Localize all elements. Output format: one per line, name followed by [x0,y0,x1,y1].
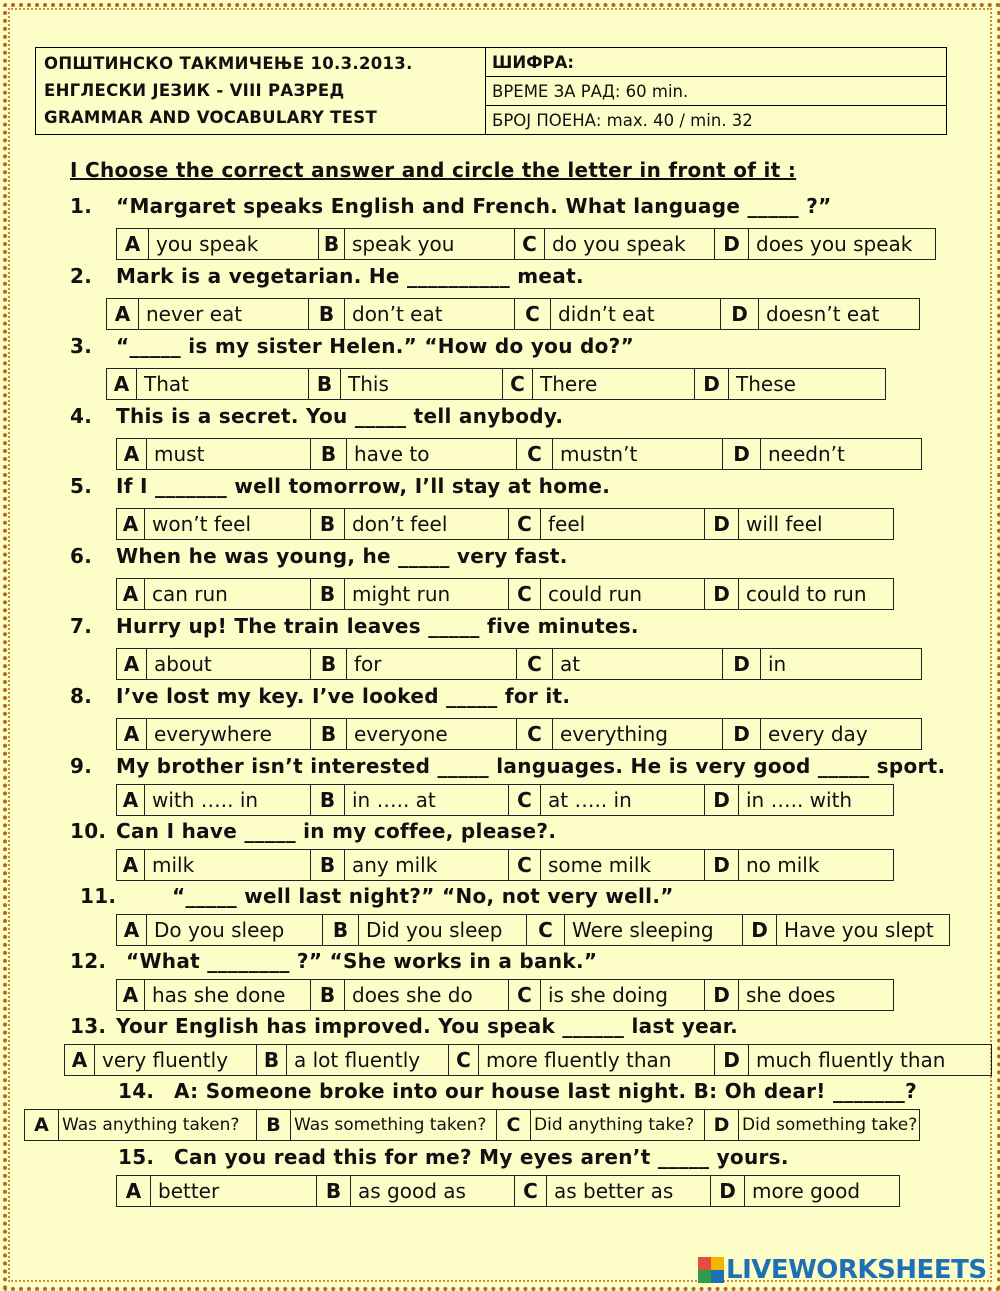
header-left [36,48,486,134]
option-letter[interactable]: A [117,915,147,945]
option-letter[interactable]: A [117,229,149,259]
option-text: never eat [139,299,309,329]
option-text: every day [768,722,868,746]
option-text: Was something taken? [291,1110,497,1140]
option-b[interactable] [311,785,509,815]
option-c[interactable] [515,229,715,259]
option-letter[interactable]: D [705,980,739,1010]
option-text: does you speak [756,232,913,256]
option-d[interactable] [723,719,921,749]
answer-options-13 [64,1044,992,1076]
option-d[interactable] [715,229,935,259]
option-text: feel [541,509,705,539]
option-text: much fluently than [756,1048,946,1072]
option-text: more good [752,1179,861,1203]
option-text: about [147,649,311,679]
option-letter[interactable]: A [117,649,147,679]
option-letter[interactable]: C [515,299,551,329]
answer-options-12 [116,979,894,1011]
option-a[interactable] [25,1110,257,1140]
option-text: Did anything take? [531,1110,705,1140]
option-d[interactable] [705,509,893,539]
option-b[interactable] [311,439,517,469]
answer-options-11 [116,914,950,946]
option-text: at ….. in [541,785,705,815]
points-info: БРОЈ ПОЕНА: max. 40 / min. 32 [492,110,753,130]
option-letter[interactable]: D [723,439,761,469]
question-text: Hurry up! The train leaves _____ five minutes. [116,614,639,638]
option-c[interactable] [449,1045,715,1075]
option-letter[interactable]: C [497,1110,531,1140]
option-d[interactable] [723,649,921,679]
option-c[interactable] [509,980,705,1010]
option-letter[interactable]: D [695,369,729,399]
option-letter[interactable]: D [705,1110,739,1140]
question-number: 5. [70,474,93,498]
option-c[interactable] [517,719,723,749]
option-d[interactable] [715,1045,991,1075]
question-text: “_____ well last night?” “No, not very well.” [172,884,674,908]
option-d[interactable] [695,369,885,399]
question-number: 6. [70,544,93,568]
option-text: you speak [149,229,319,259]
option-text: is she doing [541,980,705,1010]
answer-options-10 [116,849,894,881]
liveworksheets-logo [698,1255,987,1285]
option-text: a lot fluently [287,1045,449,1075]
option-text: in ….. with [746,788,853,812]
question-text: Can you read this for me? My eyes aren’t _____ yours. [174,1145,789,1169]
option-text: no milk [746,853,820,877]
option-b[interactable] [311,980,509,1010]
option-letter[interactable]: C [509,509,541,539]
option-text: Did something take? [742,1115,918,1135]
option-letter[interactable]: A [117,719,147,749]
option-letter[interactable]: C [515,229,545,259]
option-text: she does [746,983,836,1007]
liveworksheets-logo-icon [698,1257,724,1283]
option-text: could to run [746,582,867,606]
answer-options-2 [106,298,920,330]
question-14 [118,1079,917,1103]
question-number: 3. [70,334,93,358]
option-d[interactable] [743,915,949,945]
option-letter[interactable]: A [117,850,145,880]
answer-options-5 [116,508,894,540]
question-number: 13. [70,1014,107,1038]
option-text: needn’t [768,442,845,466]
option-text: This [341,369,503,399]
option-text: in ….. at [345,785,509,815]
answer-options-7 [116,648,922,680]
question-text: Your English has improved. You speak ______ last year. [116,1014,738,1038]
option-text: does she do [345,980,509,1010]
question-number: 1. [70,194,93,218]
option-c[interactable] [515,299,721,329]
option-letter[interactable]: B [311,439,347,469]
option-d[interactable] [705,980,893,1010]
option-letter[interactable]: B [257,1045,287,1075]
option-a[interactable] [117,915,323,945]
option-text: everyone [347,719,517,749]
answer-options-9 [116,784,894,816]
option-letter[interactable]: A [117,579,145,609]
answer-options-4 [116,438,922,470]
option-text: won’t feel [145,509,311,539]
question-10 [70,819,556,843]
option-letter[interactable]: C [449,1045,479,1075]
answer-options-8 [116,718,922,750]
question-number: 7. [70,614,93,638]
option-letter[interactable]: A [25,1110,59,1140]
option-a[interactable] [117,719,311,749]
question-13 [70,1014,738,1038]
option-letter[interactable]: C [509,850,541,880]
test-name: GRAMMAR AND VOCABULARY TEST [44,108,377,127]
option-c[interactable] [509,579,705,609]
answer-options-1 [116,228,936,260]
option-c[interactable] [509,850,705,880]
option-b[interactable] [311,719,517,749]
option-d[interactable] [705,1110,919,1140]
option-text: might run [345,579,509,609]
option-b[interactable] [309,299,515,329]
question-number: 10. [70,819,107,843]
option-text: must [147,439,311,469]
option-c[interactable] [527,915,743,945]
option-letter[interactable]: A [117,1176,151,1206]
option-letter[interactable]: B [257,1110,291,1140]
question-text: This is a secret. You _____ tell anybody. [116,404,564,428]
option-text: as better as [547,1176,711,1206]
option-text: any milk [345,850,509,880]
option-letter[interactable]: D [711,1176,745,1206]
question-text: “Margaret speaks English and French. What language _____ ?” [116,194,832,218]
option-b[interactable] [257,1045,449,1075]
option-letter[interactable]: C [509,579,541,609]
option-text: milk [145,850,311,880]
question-text: My brother isn’t interested _____ languages. He is very good _____ sport. [116,754,946,778]
option-letter[interactable]: C [517,439,553,469]
option-text: at [553,649,723,679]
option-a[interactable] [117,649,311,679]
option-b[interactable] [257,1110,497,1140]
option-letter[interactable]: B [311,785,345,815]
option-letter[interactable]: B [309,299,345,329]
question-number: 12. [70,949,107,973]
option-a[interactable] [107,369,309,399]
option-text: There [533,369,695,399]
option-text: Do you sleep [147,915,323,945]
option-c[interactable] [517,649,723,679]
option-letter[interactable]: D [723,649,761,679]
option-text: mustn’t [553,439,723,469]
option-letter[interactable]: C [517,719,553,749]
competition-title: ОПШТИНСКО ТАКМИЧЕЊЕ 10.3.2013. [44,54,413,73]
option-text: speak you [345,229,515,259]
option-letter[interactable]: A [65,1045,95,1075]
option-text: as good as [351,1176,515,1206]
option-text: in [768,652,787,676]
option-text: everywhere [147,719,311,749]
answer-options-15 [116,1175,900,1207]
option-letter[interactable]: D [705,509,739,539]
question-text: Can I have _____ in my coffee, please?. [116,819,557,843]
option-text: Did you sleep [359,915,527,945]
header-right [486,48,946,134]
question-number: 4. [70,404,93,428]
option-d[interactable] [721,299,919,329]
question-7 [70,614,639,638]
answer-options-14 [24,1109,920,1141]
question-number: 15. [118,1145,155,1169]
option-letter[interactable]: C [527,915,565,945]
question-5 [70,474,610,498]
option-letter[interactable]: C [515,1176,547,1206]
option-text: didn’t eat [551,299,721,329]
question-text: I’ve lost my key. I’ve looked _____ for it. [116,684,571,708]
option-letter[interactable]: A [117,980,145,1010]
question-text: A: Someone broke into our house last night. B: Oh dear! _______? [174,1079,917,1103]
question-6 [70,544,568,568]
question-text: When he was young, he _____ very fast. [116,544,568,568]
option-b[interactable] [317,1176,515,1206]
option-c[interactable] [497,1110,705,1140]
option-c[interactable] [503,369,695,399]
option-letter[interactable]: B [311,509,345,539]
option-letter[interactable]: D [715,1045,749,1075]
option-letter[interactable]: D [743,915,777,945]
question-text: “What ________ ?” “She works in a bank.” [126,949,598,973]
option-letter[interactable]: B [319,229,345,259]
option-text: everything [553,719,723,749]
option-text: don’t eat [345,299,515,329]
time-info: ВРЕМЕ ЗА РАД: 60 min. [486,77,946,106]
option-letter[interactable]: C [509,980,541,1010]
option-a[interactable] [117,850,311,880]
question-number: 14. [118,1079,155,1103]
option-text: more fluently than [479,1045,715,1075]
option-d[interactable] [711,1176,899,1206]
option-a[interactable] [117,229,319,259]
option-d[interactable] [705,579,893,609]
question-number: 2. [70,264,93,288]
option-c[interactable] [509,785,705,815]
logo-text: LIVEWORKSHEETS [726,1255,987,1285]
option-letter[interactable]: A [117,439,147,469]
option-a[interactable] [117,785,311,815]
option-text: for [347,649,517,679]
question-text: Mark is a vegetarian. He __________ meat. [116,264,584,288]
option-letter[interactable]: A [107,369,137,399]
question-11 [80,884,674,908]
option-a[interactable] [65,1045,257,1075]
option-b[interactable] [323,915,527,945]
question-8 [70,684,570,708]
option-letter[interactable]: D [705,785,739,815]
answer-options-3 [106,368,886,400]
option-letter[interactable]: C [509,785,541,815]
option-letter[interactable]: A [117,785,145,815]
option-text: These [736,372,796,396]
option-letter[interactable]: D [705,850,739,880]
question-2 [70,264,584,288]
option-b[interactable] [311,579,509,609]
question-3 [70,334,634,358]
option-letter[interactable]: B [317,1176,351,1206]
option-letter[interactable]: B [323,915,359,945]
option-a[interactable] [117,980,311,1010]
question-number: 8. [70,684,93,708]
question-15 [118,1145,789,1169]
question-12 [70,949,597,973]
option-letter[interactable]: D [705,579,739,609]
question-text: If I _______ well tomorrow, I’ll stay at home. [116,474,611,498]
option-letter[interactable]: B [311,649,347,679]
option-d[interactable] [705,785,893,815]
question-number: 11. [80,884,117,908]
option-letter[interactable]: D [721,299,759,329]
option-b[interactable] [309,369,503,399]
option-text: doesn’t eat [766,302,880,326]
header-box [35,47,947,135]
question-number: 9. [70,754,93,778]
option-letter[interactable]: B [311,850,345,880]
option-c[interactable] [509,509,705,539]
option-a[interactable] [117,439,311,469]
option-text: do you speak [545,229,715,259]
question-9 [70,754,945,778]
option-letter[interactable]: C [517,649,553,679]
option-text: very fluently [95,1045,257,1075]
option-d[interactable] [705,850,893,880]
option-letter[interactable]: B [311,980,345,1010]
option-a[interactable] [117,1176,317,1206]
option-a[interactable] [117,579,311,609]
option-letter[interactable]: A [117,509,145,539]
option-a[interactable] [117,509,311,539]
option-text: Was anything taken? [59,1110,257,1140]
option-letter[interactable]: A [107,299,139,329]
option-b[interactable] [311,649,517,679]
option-b[interactable] [319,229,515,259]
option-b[interactable] [311,509,509,539]
option-text: don’t feel [345,509,509,539]
option-a[interactable] [107,299,309,329]
subject-grade: ЕНГЛЕСКИ ЈЕЗИК - VIII РАЗРЕД [44,81,345,100]
option-text: Have you slept [784,918,934,942]
option-text: have to [347,439,517,469]
option-letter[interactable]: D [723,719,761,749]
option-letter[interactable]: B [309,369,341,399]
option-letter[interactable]: C [503,369,533,399]
option-text: Were sleeping [565,915,743,945]
option-text: with ….. in [145,785,311,815]
option-letter[interactable]: B [311,579,345,609]
option-text: has she done [145,980,311,1010]
option-text: could run [541,579,705,609]
instruction-heading: I Choose the correct answer and circle the letter in front of it : [70,158,797,182]
question-4 [70,404,563,428]
option-c[interactable] [515,1176,711,1206]
answer-options-6 [116,578,894,610]
option-d[interactable] [723,439,921,469]
option-letter[interactable]: D [715,229,749,259]
code-label: ШИФРА: [486,48,946,77]
option-text: some milk [541,850,705,880]
option-b[interactable] [311,850,509,880]
question-text: “_____ is my sister Helen.” “How do you do?” [116,334,635,358]
option-c[interactable] [517,439,723,469]
question-1 [70,194,832,218]
option-text: can run [145,579,311,609]
option-text: better [151,1176,317,1206]
option-text: That [137,369,309,399]
option-text: will feel [746,512,823,536]
option-letter[interactable]: B [311,719,347,749]
